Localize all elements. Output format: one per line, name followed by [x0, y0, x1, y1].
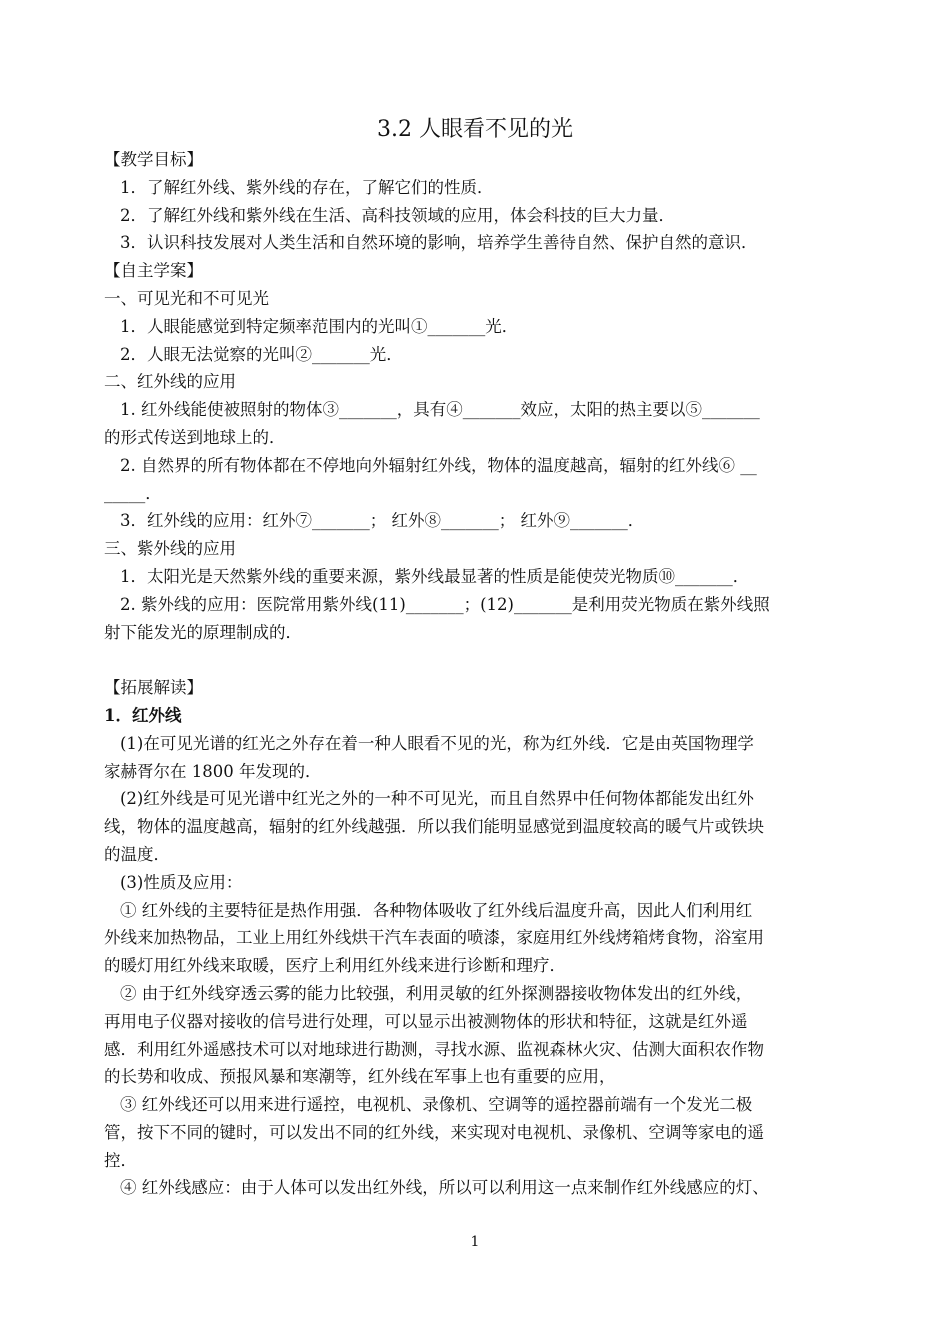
- reading-line: 感．利用红外遥感技术可以对地球进行勘测，寻找水源、监视森林火灾、估测大面积农作物: [104, 1039, 764, 1059]
- reading-line: (2)红外线是可见光谱中红光之外的一种不可见光，而且自然界中任何物体都能发出红外: [120, 789, 754, 809]
- reading-line: ① 红外线的主要特征是热作用强．各种物体吸收了红外线后温度升高，因此人们利用红: [120, 900, 753, 920]
- exercise-line: 2. 紫外线的应用：医院常用紫外线(11)_______；(12)_______是利用荧光物质在紫外线照: [120, 594, 770, 614]
- reading-line: ② 由于红外线穿透云雾的能力比较强，利用灵敏的红外探测器接收物体发出的红外线，: [120, 983, 753, 1003]
- part-heading-infrared: 二、红外线的应用: [104, 372, 236, 392]
- reading-line: 家赫胥尔在 1800 年发现的．: [104, 761, 322, 781]
- exercise-line: _____．: [104, 483, 162, 503]
- objective-item: 2．了解红外线和紫外线在生活、高科技领域的应用，体会科技的巨大力量．: [120, 205, 675, 225]
- part-heading-ultraviolet: 三、紫外线的应用: [104, 539, 236, 559]
- reading-line: 外线来加热物品，工业上用红外线烘干汽车表面的喷漆，家庭用红外线烤箱烤食物，浴室用: [104, 928, 764, 948]
- part-heading-visible-light: 一、可见光和不可见光: [104, 288, 269, 308]
- exercise-line: 2．人眼无法觉察的光叫②_______光．: [120, 344, 403, 364]
- reading-line: ④ 红外线感应：由于人体可以发出红外线，所以可以利用这一点来制作红外线感应的灯、: [120, 1178, 769, 1198]
- objective-item: 1．了解红外线、紫外线的存在，了解它们的性质．: [120, 177, 494, 197]
- reading-line: 再用电子仪器对接收的信号进行处理，可以显示出被测物体的形状和特征，这就是红外遥: [104, 1011, 748, 1031]
- exercise-line: 射下能发光的原理制成的．: [104, 622, 302, 642]
- document-body: [104, 146, 850, 1202]
- reading-line: 管，按下不同的键时，可以发出不同的红外线，来实现对电视机、录像机、空调等家电的遥: [104, 1122, 764, 1142]
- exercise-line: 的形式传送到地球上的．: [104, 427, 286, 447]
- reading-line: (1)在可见光谱的红光之外存在着一种人眼看不见的光，称为红外线．它是由英国物理学: [120, 733, 754, 753]
- reading-line: 的长势和收成、预报风暴和寒潮等，红外线在军事上也有重要的应用，: [104, 1067, 616, 1087]
- objective-item: 3．认识科技发展对人类生活和自然环境的影响，培养学生善待自然、保护自然的意识．: [120, 233, 758, 253]
- section-heading-extended-reading: 【拓展解读】: [104, 678, 203, 698]
- section-heading-self-study: 【自主学案】: [104, 261, 203, 281]
- reading-line: 线，物体的温度越高，辐射的红外线越强．所以我们能明显感觉到温度较高的暖气片或铁块: [104, 817, 764, 837]
- reading-line: 控．: [104, 1150, 137, 1170]
- exercise-line: 1．人眼能感觉到特定频率范围内的光叫①_______光．: [120, 316, 519, 336]
- exercise-line: 2. 自然界的所有物体都在不停地向外辐射红外线，物体的温度越高，辐射的红外线⑥ __: [120, 455, 757, 475]
- exercise-line: 3．红外线的应用：红外⑦_______； 红外⑧_______； 红外⑨_______．: [120, 511, 645, 531]
- page-number: 1: [470, 1234, 480, 1250]
- reading-line: 的温度．: [104, 844, 170, 864]
- reading-line: 的暖灯用红外线来取暖，医疗上利用红外线来进行诊断和理疗．: [104, 956, 566, 976]
- reading-line: (3)性质及应用：: [120, 872, 243, 892]
- spacer: [104, 646, 850, 674]
- subheading-infrared: 1．红外线: [104, 705, 182, 725]
- section-heading-objectives: 【教学目标】: [104, 150, 203, 169]
- exercise-line: 1．太阳光是天然紫外线的重要来源，紫外线最显著的性质是能使荧光物质⑩_______．: [120, 566, 750, 586]
- reading-line: ③ 红外线还可以用来进行遥控，电视机、录像机、空调等的遥控器前端有一个发光二极: [120, 1095, 753, 1115]
- exercise-line: 1. 红外线能使被照射的物体③_______，具有④_______效应，太阳的热主要以⑤_______: [120, 400, 760, 420]
- page-title: 3.2 人眼看不见的光: [377, 117, 573, 142]
